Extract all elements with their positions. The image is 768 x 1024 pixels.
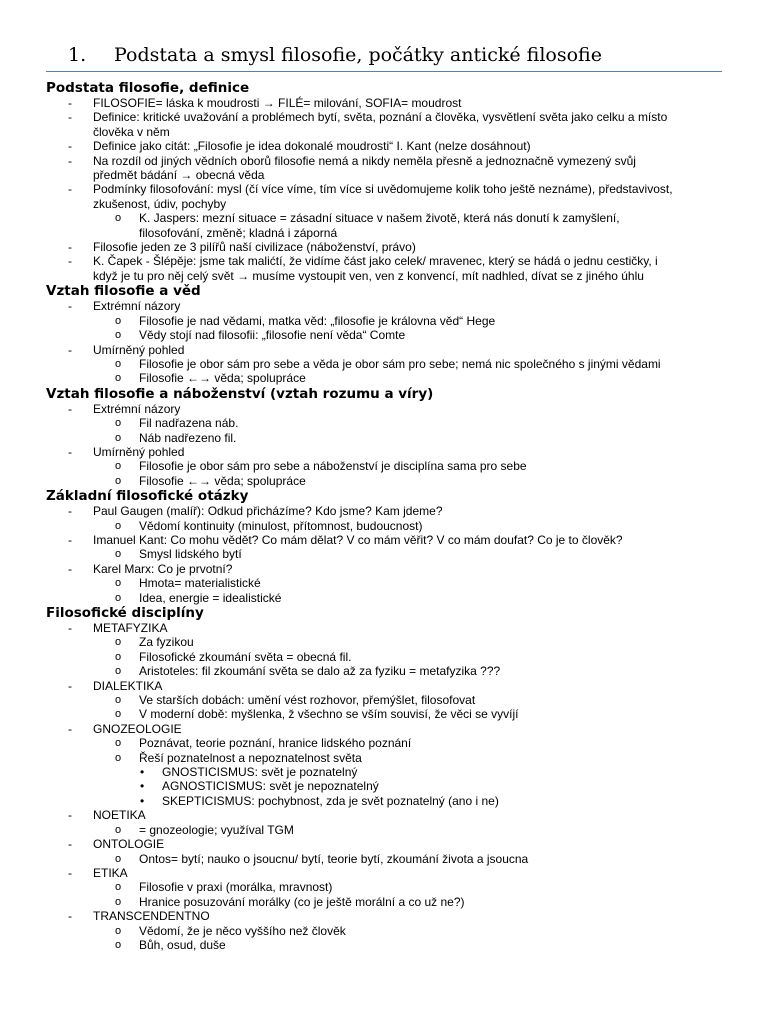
list-item-level-2	[46, 357, 722, 371]
list-item-text: Na rozdíl od jiných vědních oborů filosofie nemá a nikdy neměla přesně a jednoznačně vymezený svůj	[93, 153, 636, 168]
list-item-text: Náb nadřezeno fil.	[139, 430, 237, 445]
list-item-text: Filosofie v praxi (morálka, mravnost)	[139, 880, 333, 895]
list-bullet: o	[115, 212, 122, 225]
list-bullet: -	[68, 532, 72, 547]
list-bullet: -	[68, 299, 72, 314]
list-bullet: -	[68, 96, 72, 110]
list-bullet: o	[115, 938, 122, 951]
list-bullet: -	[68, 240, 72, 255]
list-item-level-2	[46, 895, 722, 909]
list-bullet: -	[68, 837, 72, 852]
list-item-text: Poznávat, teorie poznání, hranice lidského poznání	[139, 736, 412, 751]
list-item-text: FILOSOFIE= láska k moudrosti → FILÉ= milování, SOFIA= moudrost	[93, 96, 462, 110]
list-item-level-1	[46, 254, 722, 283]
list-item-level-2	[46, 823, 722, 837]
list-item-level-1	[46, 866, 722, 880]
list-item-text: Umírněný pohled	[93, 342, 185, 357]
list-item-level-2	[46, 371, 722, 385]
list-item-text: Ve starších dobách: umění vést rozhovor, přemýšlet, filosofovat	[139, 693, 476, 708]
list-item-level-2	[46, 736, 722, 750]
list-item-level-2	[46, 211, 722, 240]
list-item-level-2	[46, 751, 722, 765]
list-bullet: o	[115, 694, 122, 707]
list-item-text: Umírněný pohled	[93, 444, 185, 459]
list-item-level-2	[46, 707, 722, 721]
section-heading: Základní filosofické otázky	[46, 488, 249, 505]
list-item-text: Definice jako citát: „Filosofie je idea dokonalé moudrosti“ I. Kant (nelze dosáhnout)	[93, 139, 531, 154]
list-item-text: Za fyzikou	[139, 635, 194, 650]
list-item-text: Filosofie je obor sám pro sebe a věda je obor sám pro sebe; nemá nic společného s jinými vědami	[139, 356, 661, 371]
list-bullet: o	[115, 417, 122, 430]
list-bullet: o	[115, 852, 122, 865]
list-item-level-1	[46, 504, 722, 518]
list-item-level-2	[46, 924, 722, 938]
list-item-level-2	[46, 852, 722, 866]
page-title	[68, 42, 602, 68]
list-item-text: ONTOLOGIE	[93, 837, 165, 852]
list-bullet: o	[115, 751, 122, 764]
list-item-text: Řeší poznatelnost a nepoznatelnost světa	[139, 750, 362, 765]
list-item-text: Karel Marx: Co je prvotní?	[93, 561, 233, 576]
title-underline	[46, 71, 722, 72]
list-bullet: o	[115, 823, 122, 836]
list-bullet: -	[68, 621, 72, 635]
list-item-level-1	[46, 533, 722, 547]
list-item-level-1	[46, 837, 722, 851]
list-item-level-2	[46, 547, 722, 561]
list-item-level-1	[46, 722, 722, 736]
list-item-text: Paul Gaugen (malíř): Odkud přicházíme? Kdo jsme? Kam jdeme?	[93, 504, 443, 519]
list-item-level-2	[46, 519, 722, 533]
list-item-level-3	[46, 794, 722, 808]
list-bullet: o	[115, 577, 122, 590]
list-bullet: o	[115, 460, 122, 473]
list-item-text: ETIKA	[93, 865, 128, 880]
list-item-level-1	[46, 96, 722, 110]
list-bullet: o	[115, 548, 122, 561]
list-bullet: o	[115, 881, 122, 894]
list-item-text: SKEPTICISMUS: pochybnost, zda je svět poznatelný (ano i ne)	[162, 793, 499, 808]
list-bullet: -	[68, 110, 72, 125]
list-bullet: •	[140, 765, 145, 780]
list-bullet: -	[68, 444, 72, 459]
list-item-text: Idea, energie = idealistické	[139, 590, 282, 605]
list-item-text: Hmota= materialistické	[139, 576, 261, 591]
list-item-text: když je tu pro něj celý svět → musíme vystoupit ven, ven z konvencí, mít nadhled, dívat se z jiného úhlu	[93, 268, 644, 283]
list-item-level-2	[46, 693, 722, 707]
list-item-text: V moderní době: myšlenka, ž všechno se vším souvisí, že věci se vyvíjí	[139, 707, 519, 722]
list-bullet: -	[68, 865, 72, 880]
list-bullet: -	[68, 721, 72, 736]
list-bullet: o	[115, 591, 122, 604]
list-item-text: Extrémní názory	[93, 401, 181, 416]
list-bullet: o	[115, 708, 122, 721]
list-item-text: Filosofie je nad vědami, matka věd: „filosofie je královna věd“ Hege	[139, 313, 496, 328]
list-item-text: Filosofie je obor sám pro sebe a náboženství je disciplína sama pro sebe	[139, 459, 527, 474]
list-item-level-1	[46, 562, 722, 576]
list-item-level-1	[46, 154, 722, 183]
list-item-text: předmět bádání → obecná věda	[93, 168, 265, 183]
list-item-text: METAFYZIKA	[93, 621, 168, 635]
list-item-level-2	[46, 591, 722, 605]
list-item-level-2	[46, 576, 722, 590]
list-item-text: GNOZEOLOGIE	[93, 721, 182, 736]
section-heading: Filosofické disciplíny	[46, 605, 204, 621]
list-item-text: Vědy stojí nad filosofii: „filosofie není věda“ Comte	[139, 328, 406, 343]
list-bullet: -	[68, 153, 72, 168]
list-item-text: zkušenost, údiv, pochyby	[93, 196, 227, 211]
list-bullet: •	[140, 779, 145, 794]
list-item-text: Ontos= bytí; nauko o jsoucnu/ bytí, teorie bytí, zkoumání života a jsoucna	[139, 851, 529, 866]
list-item-level-1	[46, 110, 722, 139]
list-bullet: o	[115, 314, 122, 327]
list-item-text: NOETIKA	[93, 808, 146, 823]
list-bullet: -	[68, 342, 72, 357]
list-item-level-2	[46, 314, 722, 328]
list-bullet: -	[68, 909, 72, 924]
list-item-text: Aristoteles: fil zkoumání světa se dalo až za fyziku = metafyzika ???	[139, 664, 501, 679]
list-item-level-2	[46, 328, 722, 342]
list-bullet: o	[115, 665, 122, 678]
list-item-level-1	[46, 679, 722, 693]
list-bullet: o	[115, 372, 122, 385]
list-item-text: DIALEKTIKA	[93, 678, 163, 693]
list-item-level-1	[46, 139, 722, 153]
section-heading: Vztah filosofie a věd	[46, 283, 201, 300]
list-item-level-2	[46, 459, 722, 473]
list-bullet: o	[115, 895, 122, 908]
list-bullet: o	[115, 519, 122, 532]
list-item-text: GNOSTICISMUS: svět je poznatelný	[162, 765, 358, 780]
list-item-text: filosofování, změně; kladná i záporná	[139, 225, 338, 240]
list-item-level-2	[46, 938, 722, 952]
list-item-level-1	[46, 445, 722, 459]
list-item-text: Vědomí, že je něco vyššího než člověk	[139, 923, 346, 938]
list-bullet: -	[68, 678, 72, 693]
title-number: 1.	[68, 44, 87, 66]
list-bullet: o	[115, 924, 122, 937]
list-item-level-2	[46, 431, 722, 445]
list-item-text: K. Jaspers: mezní situace = zásadní situace v našem životě, která nás donutí k zamyšlení,	[139, 211, 620, 226]
list-item-level-2	[46, 474, 722, 488]
list-bullet: -	[68, 139, 72, 154]
list-item-level-3	[46, 765, 722, 779]
list-item-text: Extrémní názory	[93, 299, 181, 314]
list-bullet: •	[140, 793, 145, 808]
list-item-level-2	[46, 416, 722, 430]
list-item-text: Filosofie jeden ze 3 pilířů naší civilizace (náboženství, právo)	[93, 240, 416, 255]
list-bullet: o	[115, 737, 122, 750]
list-bullet: o	[115, 329, 122, 342]
list-item-level-3	[46, 779, 722, 793]
list-item-text: Vědomí kontinuity (minulost, přítomnost, budoucnost)	[139, 518, 423, 533]
list-item-text: TRANSCENDENTNO	[93, 909, 210, 924]
list-item-level-1	[46, 621, 722, 635]
section-heading: Podstata filosofie, definice	[46, 80, 250, 96]
list-item-text: Filosofie ←→ věda; spolupráce	[139, 371, 306, 386]
list-bullet: -	[68, 254, 72, 269]
list-item-level-1	[46, 808, 722, 822]
title-text: Podstata a smysl filosofie, počátky antické filosofie	[114, 44, 602, 66]
list-item-level-2	[46, 635, 722, 649]
list-item-text: Filosofické zkoumání světa = obecná fil.	[139, 649, 352, 664]
list-bullet: -	[68, 808, 72, 823]
list-item-level-2	[46, 880, 722, 894]
list-bullet: -	[68, 561, 72, 576]
list-item-text: Imanuel Kant: Co mohu vědět? Co mám dělat? V co mám věřit? V co mám doufat? Co je to člověk?	[93, 532, 623, 547]
list-item-text: Definice: kritické uvažování a problémech bytí, světa, poznání a člověka, vysvětlení světa jako celku a místo	[93, 110, 668, 125]
list-item-text: = gnozeologie; využíval TGM	[139, 822, 294, 837]
section-heading: Vztah filosofie a náboženství (vztah rozumu a víry)	[46, 385, 434, 402]
list-item-text: K. Čapek - Šlépěje: jsme tak malićtí, že vidíme část jako celek/ mravenec, který se hádá o jednu cestičky, i	[93, 254, 658, 269]
document-body	[46, 80, 722, 952]
list-bullet: o	[115, 431, 122, 444]
list-item-level-1	[46, 343, 722, 357]
list-item-level-1	[46, 402, 722, 416]
list-item-level-1	[46, 182, 722, 211]
list-item-level-2	[46, 650, 722, 664]
list-item-text: Podmínky filosofování: mysl (čí více víme, tím více si uvědomujeme kolik toho ještě neznáme), představivost,	[93, 182, 673, 197]
list-bullet: o	[115, 650, 122, 663]
list-item-text: Smysl lidského bytí	[139, 547, 242, 562]
list-bullet: o	[115, 636, 122, 649]
list-item-level-1	[46, 909, 722, 923]
list-item-text: Bůh, osud, duše	[139, 937, 226, 952]
list-item-text: člověka v něm	[93, 124, 170, 139]
list-item-text: Fil nadřazena náb.	[139, 416, 239, 431]
list-bullet: -	[68, 504, 72, 519]
list-item-level-2	[46, 664, 722, 678]
list-item-level-1	[46, 240, 722, 254]
list-item-level-1	[46, 299, 722, 313]
list-item-text: Hranice posuzování morálky (co je ještě morální a co už ne?)	[139, 894, 465, 909]
list-bullet: -	[68, 401, 72, 416]
list-item-text: Filosofie ←→ věda; spolupráce	[139, 473, 306, 488]
list-item-text: AGNOSTICISMUS: svět je nepoznatelný	[162, 779, 379, 794]
list-bullet: o	[115, 357, 122, 370]
list-bullet: o	[115, 474, 122, 487]
list-bullet: -	[68, 182, 72, 197]
